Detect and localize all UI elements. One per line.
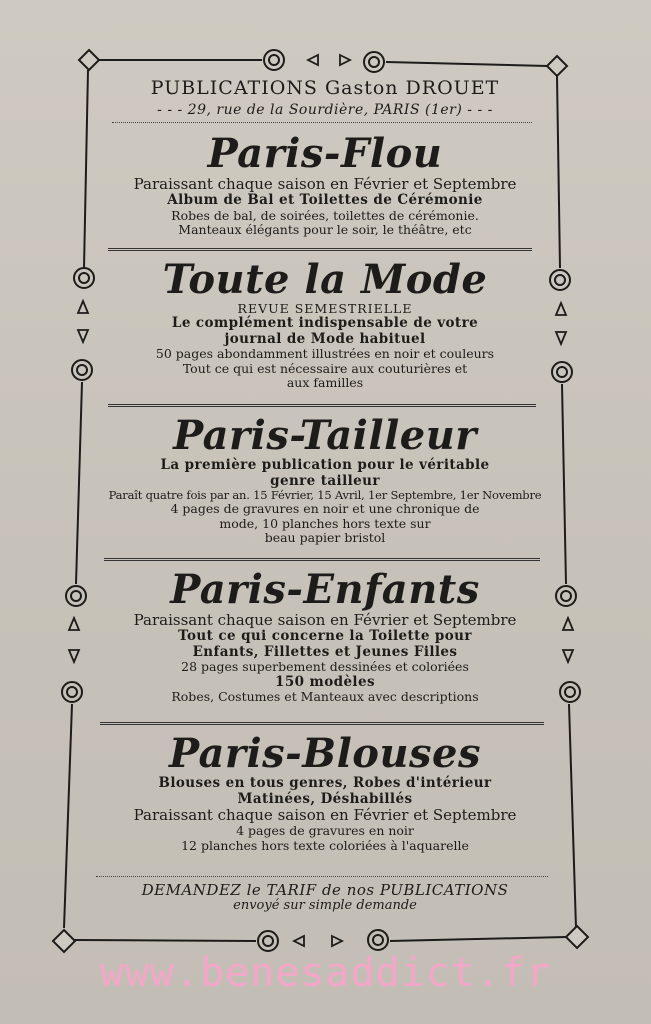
section-toute-la-mode [90,258,560,391]
triangle-down-ornament [69,650,79,662]
section-line: Blouses en tous genres, Robes d'intérieur [158,775,492,791]
section-line: 28 pages superbement dessinées et coloriées [181,659,469,675]
publisher-name: PUBLICATIONS Gaston DROUET [150,77,500,99]
ring-ornament [66,586,86,606]
section-paris-enfants [90,568,560,705]
watermark-url: www.benesaddict.fr [99,950,552,996]
section-paris-blouses [90,732,560,853]
ring-ornament [264,50,284,70]
section-title: Paris-Blouses [168,730,482,777]
section-line: La première publication pour le véritable [160,457,490,473]
corner-diamond-bottom-left [53,930,75,952]
section-line: Paraissant chaque saison en Février et Septembre [133,175,517,193]
double-rule [108,248,532,251]
double-rule [100,722,544,725]
ring-ornament [72,360,92,380]
double-rule [104,558,540,561]
section-line: Tout ce qui est nécessaire aux couturières et [182,360,468,376]
section-line: Matinées, Déshabillés [237,790,413,807]
ring-ornament [258,931,278,951]
closing-note [90,882,560,914]
section-line: Manteaux élégants pour le soir, le théâtre, etc [178,222,472,238]
triangle-up-ornament [78,301,88,313]
section-line: aux familles [286,375,364,391]
ring-ornament [62,682,82,702]
section-line: 4 pages de gravures en noir et une chronique de [170,501,480,517]
section-line: mode, 10 planches hors texte sur [219,515,431,531]
dotted-divider [112,122,532,123]
corner-diamond-top-right [547,56,567,76]
corner-diamond-top-left [79,50,99,70]
section-line: REVUE SEMESTRIELLE [237,301,413,316]
ring-ornament [364,52,384,72]
publisher-address: - - - 29, rue de la Sourdière, PARIS (1er) - - - [157,101,493,118]
section-line: Album de Bal et Toilettes de Cérémonie [167,192,483,209]
header [90,78,560,118]
section-line: Robes de bal, de soirées, toilettes de cérémonie. [171,207,479,223]
closing-line: envoyé sur simple demande [233,898,417,914]
section-line: 12 planches hors texte coloriées à l'aquarelle [181,837,469,853]
triangle-right-ornament [332,936,342,946]
triangle-up-ornament [563,618,573,630]
triangle-up-ornament [69,618,79,630]
section-line: genre tailleur [270,472,380,489]
triangle-left-ornament [308,55,318,65]
triangle-down-ornament [78,330,88,342]
ring-ornament [368,930,388,950]
section-title: Paris-Tailleur [173,412,477,459]
section-line: 4 pages de gravures en noir [236,823,414,839]
section-line: Tout ce qui concerne la Toilette pour [178,628,472,645]
section-title: Paris-Enfants [170,566,480,613]
section-line: Paraît quatre fois par an. 15 Février, 15 Avril, 1er Septembre, 1er Novembre [108,488,542,503]
dotted-divider [96,876,548,877]
section-line: Enfants, Fillettes et Jeunes Filles [192,643,458,660]
section-line: journal de Mode habituel [224,330,426,347]
section-title: Paris-Flou [207,130,443,177]
closing-line: DEMANDEZ le TARIF de nos PUBLICATIONS [141,881,509,899]
section-line: Robes, Costumes et Manteaux avec descriptions [171,689,479,705]
section-title: Toute la Mode [162,256,488,303]
section-line: Le complément indispensable de votre [171,315,479,332]
triangle-down-ornament [563,650,573,662]
ring-ornament [560,682,580,702]
section-line: 50 pages abondamment illustrées en noir et couleurs [155,346,495,362]
section-line: Paraissant chaque saison en Février et Septembre [133,611,517,629]
section-paris-tailleur [90,414,560,545]
triangle-left-ornament [294,936,304,946]
section-line: 150 modèles [275,673,375,690]
corner-diamond-bottom-right [566,926,588,948]
triangle-right-ornament [340,55,350,65]
section-paris-flou [90,132,560,238]
double-rule [108,404,536,407]
section-line: Paraissant chaque saison en Février et Septembre [133,806,517,825]
section-line: beau papier bristol [264,530,386,545]
